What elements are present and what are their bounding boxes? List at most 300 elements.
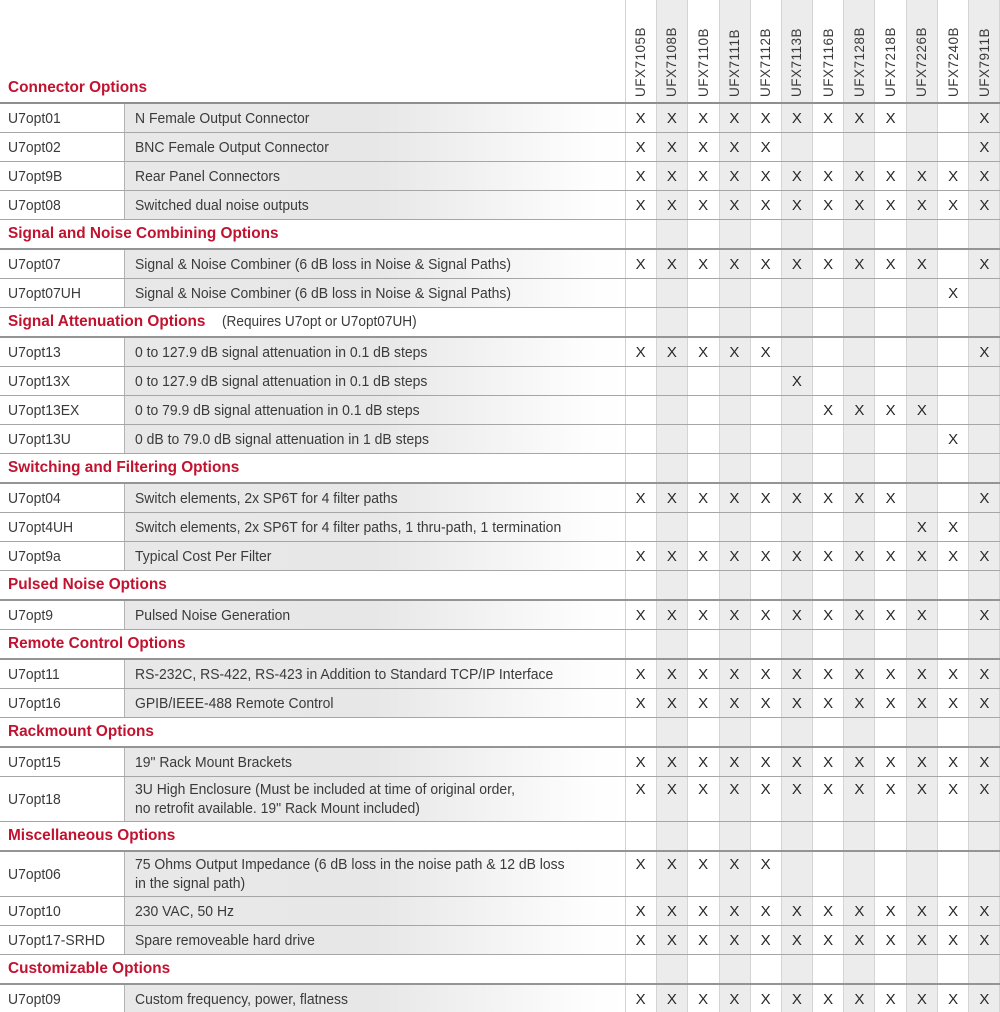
availability-mark — [688, 133, 719, 161]
availability-mark — [688, 338, 719, 366]
availability-mark — [844, 396, 875, 424]
mark-glyph: X — [823, 694, 834, 712]
availability-mark — [969, 279, 1000, 307]
availability-mark — [844, 689, 875, 717]
availability-mark — [969, 396, 1000, 424]
mark-glyph: X — [635, 990, 646, 1008]
mark-glyph: X — [885, 109, 896, 127]
mark-glyph: X — [666, 138, 677, 156]
availability-mark — [750, 162, 781, 190]
availability-mark — [844, 425, 875, 453]
availability-mark — [781, 926, 812, 954]
option-code-cell — [0, 338, 125, 366]
availability-mark — [750, 689, 781, 717]
availability-mark — [688, 660, 719, 688]
availability-mark — [844, 985, 875, 1012]
availability-mark — [969, 985, 1000, 1012]
availability-mark — [656, 748, 687, 776]
availability-mark — [813, 367, 844, 395]
mark-glyph: X — [948, 284, 959, 302]
availability-mark — [844, 279, 875, 307]
column-header-ufx7111b — [719, 0, 750, 102]
availability-mark — [781, 425, 812, 453]
mark-glyph: X — [979, 606, 990, 624]
mark-glyph: X — [729, 665, 740, 683]
availability-mark — [719, 601, 750, 629]
option-code-cell — [0, 279, 125, 307]
mark-glyph: X — [885, 167, 896, 185]
option-code-cell — [0, 777, 125, 821]
mark-glyph: X — [666, 489, 677, 507]
availability-mark — [969, 425, 1000, 453]
mark-glyph: X — [666, 694, 677, 712]
availability-mark — [938, 852, 969, 896]
availability-mark — [750, 660, 781, 688]
availability-mark — [813, 279, 844, 307]
availability-mark — [875, 926, 906, 954]
mark-glyph: X — [635, 665, 646, 683]
availability-mark — [875, 367, 906, 395]
mark-glyph: X — [666, 902, 677, 920]
availability-mark — [906, 601, 937, 629]
option-code-cell — [0, 542, 125, 570]
availability-marks — [625, 250, 1000, 278]
mark-glyph: X — [854, 665, 865, 683]
mark-glyph: X — [948, 518, 959, 536]
availability-mark — [750, 425, 781, 453]
mark-glyph: X — [885, 902, 896, 920]
mark-glyph: X — [666, 931, 677, 949]
mark-glyph: X — [791, 167, 802, 185]
availability-marks — [625, 191, 1000, 219]
column-header-ufx7108b — [656, 0, 687, 102]
option-row — [0, 777, 1000, 822]
option-row — [0, 162, 1000, 191]
mark-glyph: X — [698, 167, 709, 185]
availability-mark — [750, 897, 781, 925]
option-code: U7opt04 — [8, 489, 61, 507]
option-description-cell — [125, 396, 625, 424]
mark-glyph: X — [791, 547, 802, 565]
availability-mark — [938, 484, 969, 512]
options-table-body — [0, 104, 1000, 1012]
option-code: U7opt18 — [8, 790, 61, 808]
mark-glyph: X — [854, 606, 865, 624]
mark-glyph: X — [854, 109, 865, 127]
option-row — [0, 367, 1000, 396]
mark-glyph: X — [729, 931, 740, 949]
mark-glyph: X — [854, 753, 865, 771]
mark-glyph: X — [979, 781, 990, 798]
availability-marks — [625, 748, 1000, 776]
mark-glyph: X — [729, 343, 740, 361]
availability-mark — [656, 852, 687, 896]
option-description-line2: in the signal path) — [135, 875, 246, 892]
option-description: Switch elements, 2x SP6T for 4 filter paths — [135, 489, 398, 507]
availability-mark — [719, 748, 750, 776]
mark-glyph: X — [791, 694, 802, 712]
availability-mark — [906, 133, 937, 161]
availability-mark — [750, 367, 781, 395]
availability-mark — [719, 689, 750, 717]
availability-mark — [906, 104, 937, 132]
option-description: Pulsed Noise Generation — [135, 606, 291, 624]
mark-glyph: X — [635, 781, 646, 798]
availability-mark — [781, 396, 812, 424]
mark-glyph: X — [854, 196, 865, 214]
availability-mark — [625, 104, 656, 132]
option-code: U7opt4UH — [8, 518, 74, 536]
availability-mark — [625, 162, 656, 190]
availability-mark — [938, 250, 969, 278]
availability-mark — [938, 542, 969, 570]
availability-mark — [875, 513, 906, 541]
availability-mark — [625, 250, 656, 278]
option-description: Signal & Noise Combiner (6 dB loss in Noise & Signal Paths) — [135, 255, 512, 273]
mark-glyph: X — [698, 753, 709, 771]
mark-glyph: X — [885, 781, 896, 798]
mark-glyph: X — [760, 547, 771, 565]
availability-mark — [969, 367, 1000, 395]
option-description: 75 Ohms Output Impedance (6 dB loss in the noise path & 12 dB loss — [135, 856, 565, 873]
availability-mark — [969, 104, 1000, 132]
availability-mark — [875, 748, 906, 776]
option-description-cell — [125, 513, 625, 541]
availability-mark — [719, 897, 750, 925]
mark-glyph: X — [698, 343, 709, 361]
availability-mark — [656, 985, 687, 1012]
availability-mark — [781, 484, 812, 512]
mark-glyph: X — [948, 781, 959, 798]
mark-glyph: X — [823, 753, 834, 771]
availability-mark — [781, 338, 812, 366]
option-row — [0, 338, 1000, 367]
mark-glyph: X — [854, 167, 865, 185]
availability-mark — [969, 484, 1000, 512]
availability-marks — [625, 777, 1000, 821]
availability-mark — [875, 250, 906, 278]
availability-mark — [688, 279, 719, 307]
mark-glyph: X — [979, 931, 990, 949]
availability-mark — [719, 279, 750, 307]
mark-glyph: X — [791, 372, 802, 390]
availability-marks — [625, 279, 1000, 307]
availability-mark — [688, 777, 719, 821]
availability-mark — [969, 542, 1000, 570]
availability-mark — [719, 104, 750, 132]
mark-glyph: X — [948, 196, 959, 214]
option-code: U7opt02 — [8, 138, 61, 156]
section-header — [0, 571, 1000, 601]
availability-mark — [688, 191, 719, 219]
availability-mark — [813, 425, 844, 453]
availability-mark — [656, 542, 687, 570]
option-code-cell — [0, 425, 125, 453]
availability-mark — [656, 926, 687, 954]
section-title: Rackmount Options — [8, 723, 154, 740]
mark-glyph: X — [729, 902, 740, 920]
availability-marks — [625, 338, 1000, 366]
section-title: Remote Control Options — [8, 635, 186, 652]
availability-mark — [938, 689, 969, 717]
availability-mark — [625, 926, 656, 954]
mark-glyph: X — [916, 606, 927, 624]
availability-mark — [906, 852, 937, 896]
mark-glyph: X — [823, 109, 834, 127]
mark-glyph: X — [885, 665, 896, 683]
availability-mark — [875, 162, 906, 190]
mark-glyph: X — [916, 196, 927, 214]
availability-mark — [906, 279, 937, 307]
availability-mark — [656, 689, 687, 717]
availability-mark — [844, 484, 875, 512]
availability-mark — [813, 104, 844, 132]
availability-mark — [875, 601, 906, 629]
availability-mark — [969, 601, 1000, 629]
mark-glyph: X — [635, 902, 646, 920]
option-code-cell — [0, 852, 125, 896]
mark-glyph: X — [666, 343, 677, 361]
option-description: GPIB/IEEE-488 Remote Control — [135, 694, 334, 712]
section-header — [0, 220, 1000, 250]
mark-glyph: X — [916, 753, 927, 771]
availability-mark — [906, 926, 937, 954]
mark-glyph: X — [916, 167, 927, 185]
availability-mark — [906, 338, 937, 366]
availability-mark — [656, 513, 687, 541]
column-header-label: UFX7226B — [914, 26, 930, 97]
availability-mark — [688, 425, 719, 453]
availability-mark — [625, 601, 656, 629]
availability-mark — [844, 748, 875, 776]
mark-glyph: X — [916, 990, 927, 1008]
availability-mark — [969, 133, 1000, 161]
availability-mark — [656, 191, 687, 219]
mark-glyph: X — [698, 781, 709, 798]
mark-glyph: X — [698, 489, 709, 507]
availability-mark — [844, 338, 875, 366]
availability-mark — [688, 601, 719, 629]
availability-mark — [781, 660, 812, 688]
mark-glyph: X — [635, 606, 646, 624]
availability-mark — [625, 985, 656, 1012]
mark-glyph: X — [979, 902, 990, 920]
availability-mark — [719, 985, 750, 1012]
mark-glyph: X — [979, 489, 990, 507]
option-description-cell — [125, 133, 625, 161]
column-header-ufx7110b — [688, 0, 719, 102]
availability-mark — [719, 542, 750, 570]
option-code-cell — [0, 601, 125, 629]
availability-marks — [625, 689, 1000, 717]
availability-mark — [656, 897, 687, 925]
option-description-cell — [125, 367, 625, 395]
availability-marks — [625, 897, 1000, 925]
option-code-cell — [0, 396, 125, 424]
mark-glyph: X — [729, 781, 740, 798]
availability-mark — [813, 396, 844, 424]
availability-mark — [875, 542, 906, 570]
availability-mark — [625, 689, 656, 717]
availability-mark — [625, 513, 656, 541]
mark-glyph: X — [916, 401, 927, 419]
mark-glyph: X — [729, 753, 740, 771]
availability-mark — [875, 985, 906, 1012]
availability-mark — [750, 104, 781, 132]
availability-mark — [813, 133, 844, 161]
availability-mark — [844, 926, 875, 954]
availability-mark — [813, 985, 844, 1012]
availability-mark — [656, 396, 687, 424]
availability-mark — [719, 777, 750, 821]
option-code: U7opt9B — [8, 167, 63, 185]
mark-glyph: X — [760, 167, 771, 185]
section-title: Signal Attenuation Options — [8, 313, 206, 330]
availability-mark — [906, 985, 937, 1012]
availability-mark — [969, 191, 1000, 219]
mark-glyph: X — [760, 489, 771, 507]
mark-glyph: X — [854, 694, 865, 712]
mark-glyph: X — [885, 196, 896, 214]
mark-glyph: X — [979, 665, 990, 683]
availability-mark — [875, 689, 906, 717]
availability-marks — [625, 104, 1000, 132]
mark-glyph: X — [979, 547, 990, 565]
availability-mark — [750, 279, 781, 307]
availability-mark — [813, 162, 844, 190]
option-description: Switched dual noise outputs — [135, 196, 309, 214]
mark-glyph: X — [854, 990, 865, 1008]
mark-glyph: X — [729, 255, 740, 273]
option-code: U7opt9a — [8, 547, 61, 565]
mark-glyph: X — [791, 606, 802, 624]
mark-glyph: X — [791, 902, 802, 920]
mark-glyph: X — [760, 255, 771, 273]
availability-mark — [938, 133, 969, 161]
option-row — [0, 133, 1000, 162]
availability-mark — [969, 162, 1000, 190]
option-description-cell — [125, 660, 625, 688]
availability-mark — [688, 250, 719, 278]
mark-glyph: X — [979, 138, 990, 156]
option-code-cell — [0, 191, 125, 219]
availability-mark — [781, 513, 812, 541]
availability-mark — [781, 367, 812, 395]
availability-mark — [688, 926, 719, 954]
mark-glyph: X — [823, 489, 834, 507]
mark-glyph: X — [666, 990, 677, 1008]
availability-mark — [719, 250, 750, 278]
mark-glyph: X — [698, 196, 709, 214]
section-header — [0, 718, 1000, 748]
availability-marks — [625, 513, 1000, 541]
option-description-cell — [125, 162, 625, 190]
option-row — [0, 897, 1000, 926]
availability-mark — [969, 689, 1000, 717]
availability-mark — [656, 660, 687, 688]
mark-glyph: X — [698, 138, 709, 156]
availability-mark — [688, 689, 719, 717]
availability-mark — [938, 104, 969, 132]
mark-glyph: X — [729, 694, 740, 712]
availability-mark — [719, 367, 750, 395]
availability-mark — [781, 689, 812, 717]
mark-glyph: X — [698, 665, 709, 683]
option-row — [0, 660, 1000, 689]
availability-mark — [906, 748, 937, 776]
availability-mark — [938, 162, 969, 190]
availability-mark — [625, 396, 656, 424]
mark-glyph: X — [948, 694, 959, 712]
availability-mark — [844, 104, 875, 132]
mark-glyph: X — [979, 753, 990, 771]
mark-glyph: X — [635, 196, 646, 214]
column-header-label: UFX7240B — [945, 26, 961, 97]
availability-marks — [625, 162, 1000, 190]
mark-glyph: X — [666, 255, 677, 273]
option-code-cell — [0, 513, 125, 541]
availability-mark — [781, 542, 812, 570]
availability-mark — [875, 133, 906, 161]
option-row — [0, 926, 1000, 955]
availability-mark — [938, 367, 969, 395]
availability-mark — [656, 279, 687, 307]
mark-glyph: X — [916, 902, 927, 920]
mark-glyph: X — [854, 547, 865, 565]
option-description-cell — [125, 777, 625, 821]
availability-mark — [719, 191, 750, 219]
availability-mark — [813, 748, 844, 776]
availability-mark — [625, 852, 656, 896]
availability-mark — [750, 191, 781, 219]
mark-glyph: X — [729, 547, 740, 565]
mark-glyph: X — [698, 694, 709, 712]
mark-glyph: X — [729, 138, 740, 156]
availability-marks — [625, 660, 1000, 688]
availability-mark — [875, 660, 906, 688]
availability-mark — [656, 250, 687, 278]
mark-glyph: X — [791, 990, 802, 1008]
mark-glyph: X — [635, 138, 646, 156]
availability-mark — [844, 660, 875, 688]
option-description: 230 VAC, 50 Hz — [135, 902, 235, 920]
availability-mark — [813, 926, 844, 954]
option-description-cell — [125, 542, 625, 570]
availability-mark — [625, 279, 656, 307]
mark-glyph: X — [698, 255, 709, 273]
option-code: U7opt01 — [8, 109, 61, 127]
column-header-label: UFX7218B — [883, 26, 899, 97]
availability-mark — [938, 985, 969, 1012]
mark-glyph: X — [698, 856, 709, 873]
availability-mark — [844, 133, 875, 161]
availability-mark — [750, 396, 781, 424]
availability-mark — [719, 926, 750, 954]
column-header-ufx7112b — [750, 0, 781, 102]
option-description: 3U High Enclosure (Must be included at time of original order, — [135, 781, 515, 798]
column-header-ufx7240b — [938, 0, 969, 102]
mark-glyph: X — [729, 990, 740, 1008]
mark-glyph: X — [885, 401, 896, 419]
availability-mark — [813, 660, 844, 688]
mark-glyph: X — [635, 931, 646, 949]
mark-glyph: X — [823, 196, 834, 214]
option-code: U7opt17-SRHD — [8, 931, 105, 949]
option-row — [0, 852, 1000, 897]
mark-glyph: X — [698, 990, 709, 1008]
mark-glyph: X — [916, 255, 927, 273]
option-description: BNC Female Output Connector — [135, 138, 329, 156]
